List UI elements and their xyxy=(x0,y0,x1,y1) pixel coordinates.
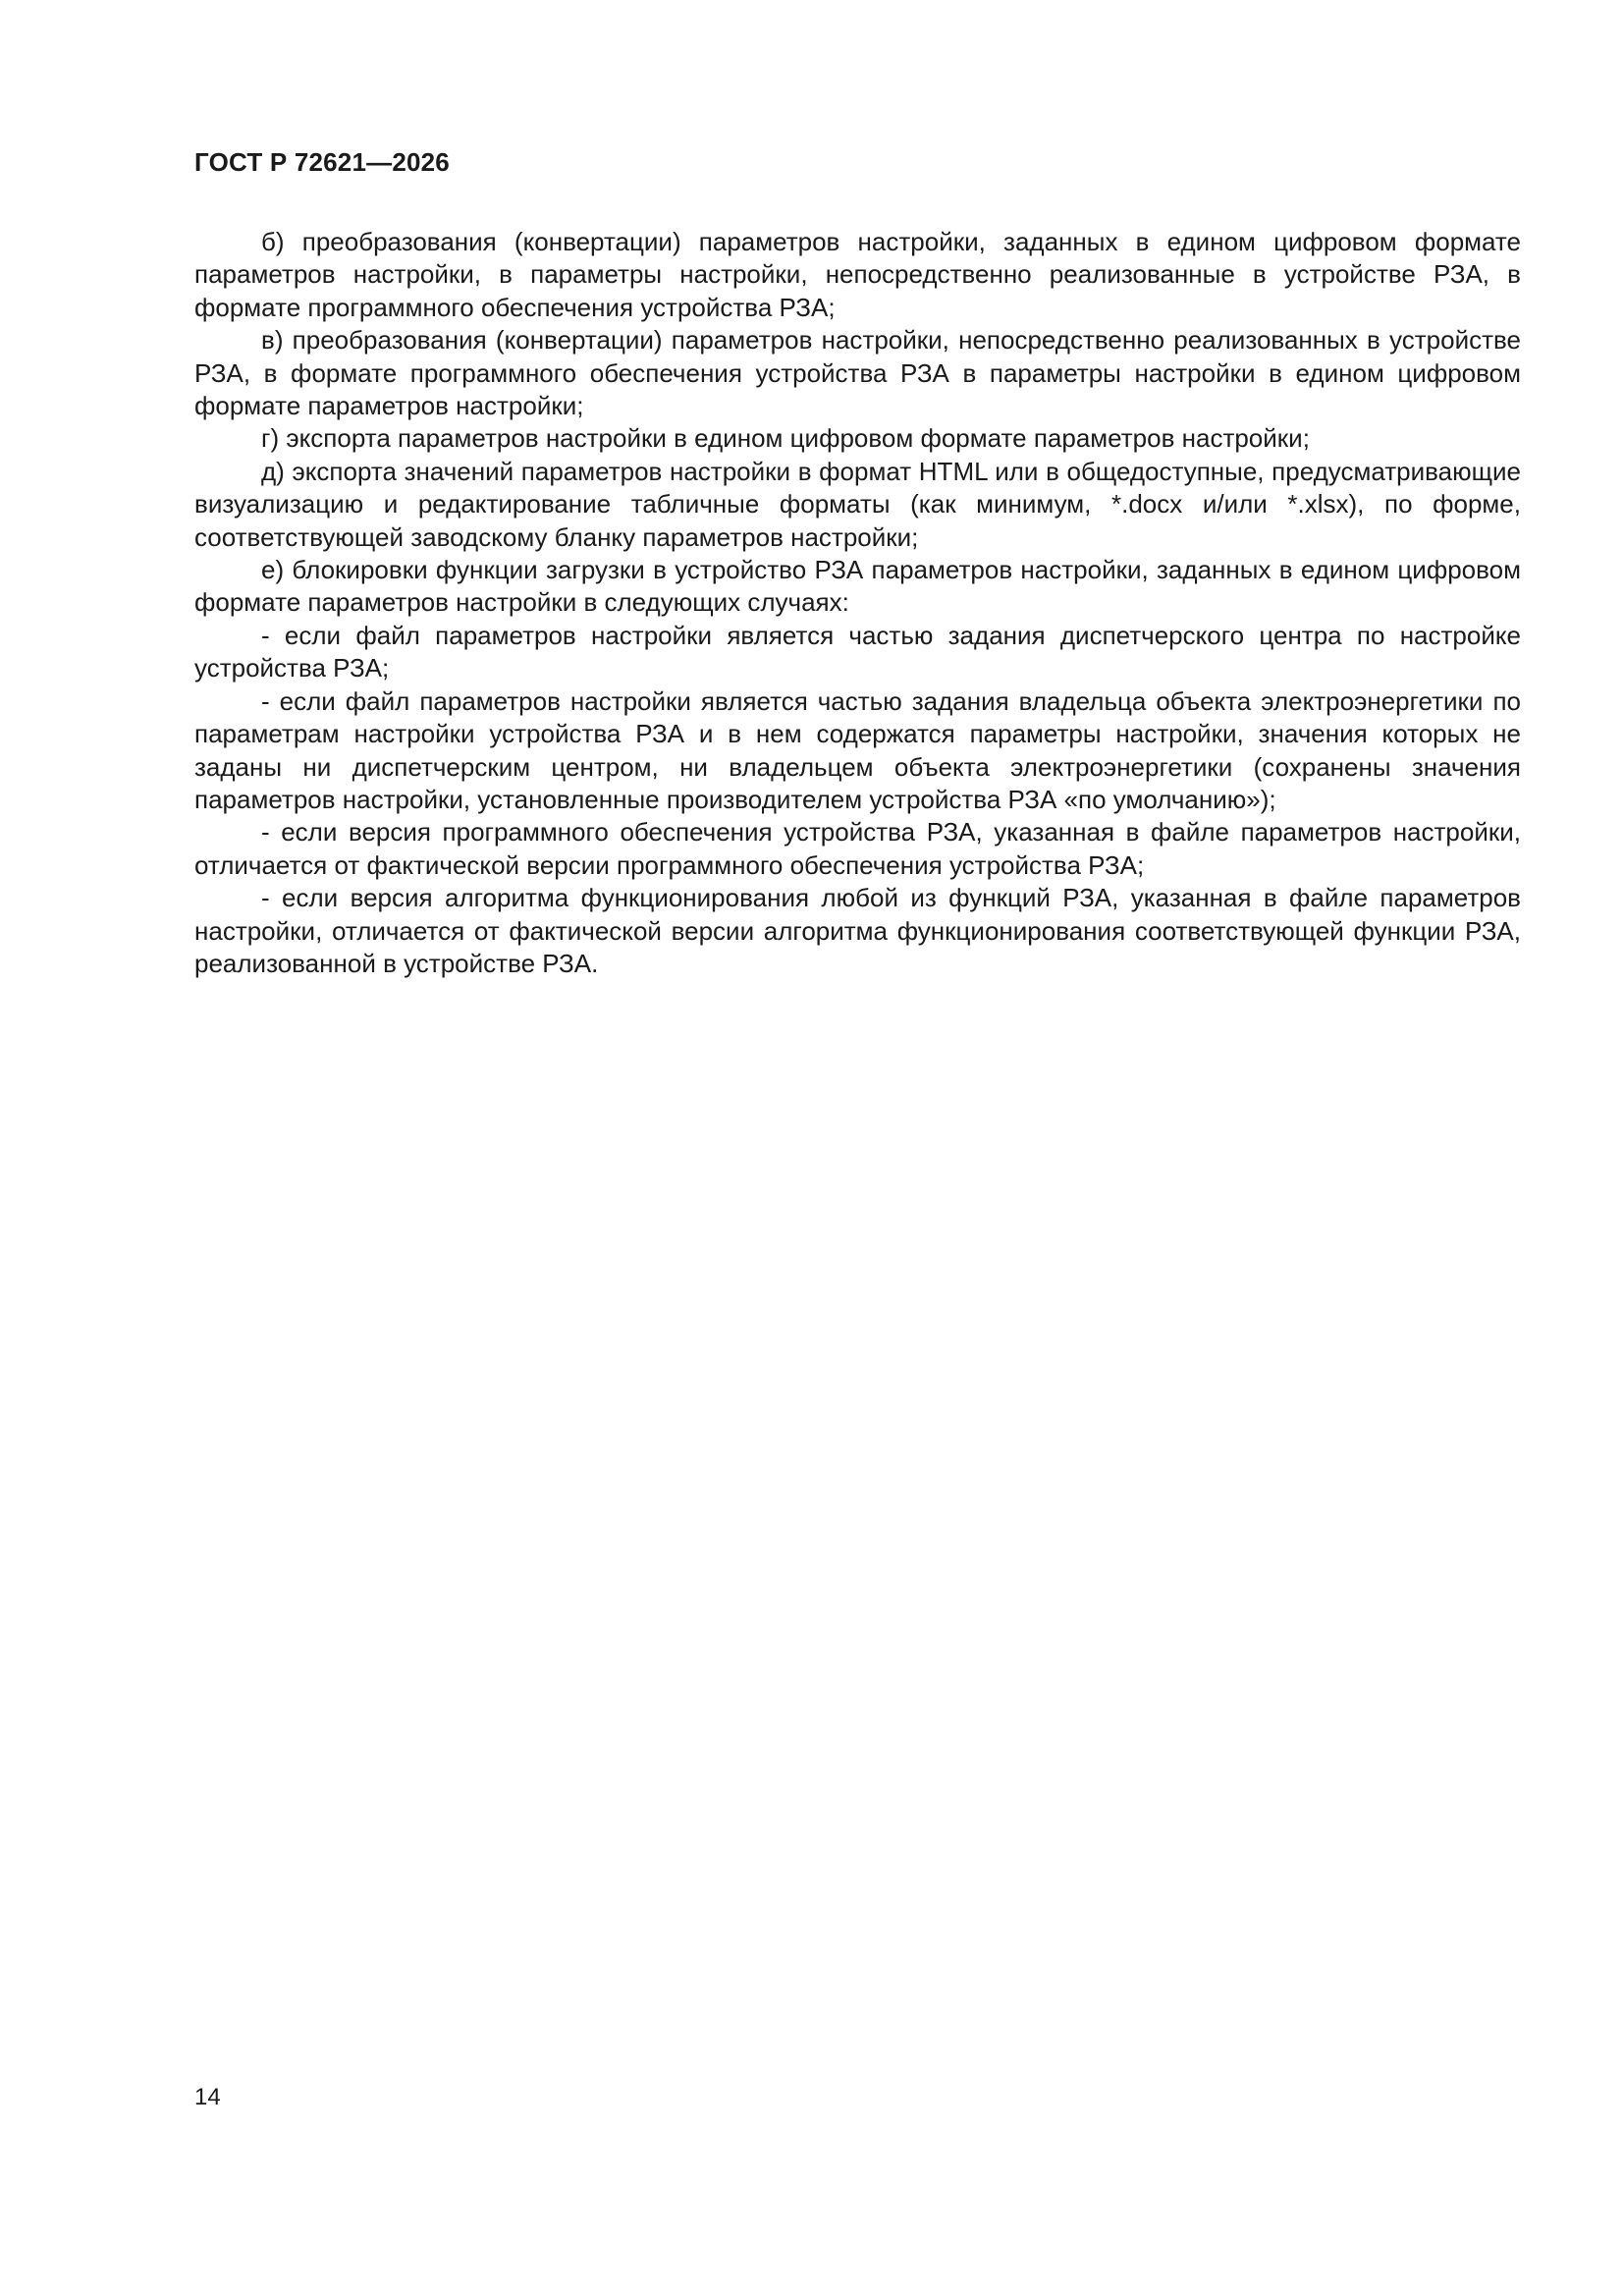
list-item: - если версия программного обеспечения устройства РЗА, указанная в файле параметров настройки, отличается от фактической версии программного обеспечения устройства РЗА; xyxy=(194,817,1521,880)
paragraph-v: в) преобразования (конвертации) параметров настройки, непосредственно реализованных в устройстве РЗА, в формате программного обеспечения устройства РЗА в параметры настройки в едином цифровом формате параметров настройки; xyxy=(194,325,1521,421)
document-header: ГОСТ Р 72621—2026 xyxy=(194,147,450,177)
paragraph-e: е) блокировки функции загрузки в устройство РЗА параметров настройки, заданных в едином цифровом формате параметров настройки в следующих случаях: xyxy=(194,555,1521,618)
list-item: - если версия алгоритма функционирования любой из функций РЗА, указанная в файле параметров настройки, отличается от фактической версии алгоритма функционирования соответствующей функции РЗА, реализованной в устройстве РЗА. xyxy=(194,883,1521,978)
document-body xyxy=(194,226,1521,980)
paragraph-d: д) экспорта значений параметров настройки в формат HTML или в общедоступные, предусматривающие визуализацию и редактирование табличные форматы (как минимум, *.docx и/или *.xlsx), по форме, соответствующей заводскому бланку параметров настройки; xyxy=(194,456,1521,552)
paragraph-b: б) преобразования (конвертации) параметров настройки, заданных в едином цифровом формате параметров настройки, в параметры настройки, непосредственно реализованные в устройстве РЗА, в формате программного обеспечения устройства РЗА; xyxy=(194,227,1521,322)
paragraph-g: г) экспорта параметров настройки в едином цифровом формате параметров настройки; xyxy=(261,423,1310,454)
list-item: - если файл параметров настройки является частью задания диспетчерского центра по настройке устройства РЗА; xyxy=(194,620,1521,683)
list-item: - если файл параметров настройки является частью задания владельца объекта электроэнергетики по параметрам настройки устройства РЗА и в нем содержатся параметры настройки, значения которых не заданы ни диспетчерским центром, ни владельцем объекта электроэнергетики (сохранены значения параметров настройки, установленные производителем устройства РЗА «по умолчанию»); xyxy=(194,685,1521,814)
page-number: 14 xyxy=(194,2084,221,2110)
